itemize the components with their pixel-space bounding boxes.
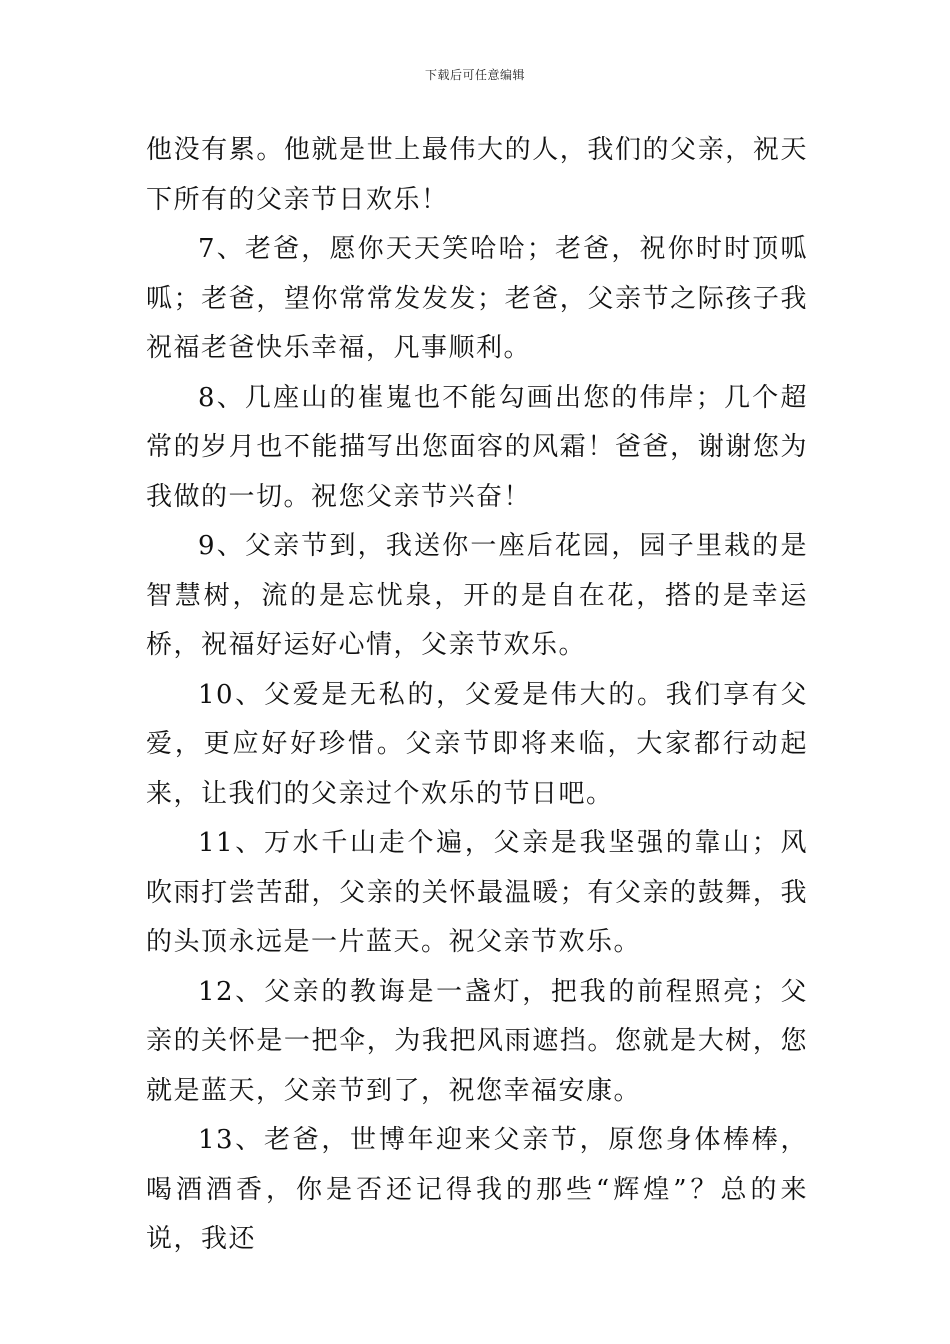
paragraph-item-13: 13、老爸，世博年迎来父亲节，原您身体棒棒，喝酒酒香，你是否还记得我的那些“辉煌”？总的来说，我还 (146, 1125, 808, 1254)
paragraph-item-11: 11、万水千山走个遍，父亲是我坚强的靠山；风吹雨打尝苦甜，父亲的关怀最温暖；有父亲的鼓舞，我的头顶永远是一片蓝天。祝父亲节欢乐。 (146, 828, 808, 957)
document-body (146, 126, 808, 1265)
paragraph-continuation: 他没有累。他就是世上最伟大的人，我们的父亲，祝天下所有的父亲节日欢乐！ (146, 135, 808, 215)
header-note: 下载后可任意编辑 (424, 68, 525, 82)
paragraph-item-9: 9、父亲节到，我送你一座后花园，园子里栽的是智慧树，流的是忘忧泉，开的是自在花，搭的是幸运桥，祝福好运好心情，父亲节欢乐。 (146, 531, 808, 660)
paragraph-item-7: 7、老爸，愿你天天笑哈哈；老爸，祝你时时顶呱呱；老爸，望你常常发发发；老爸，父亲节之际孩子我祝福老爸快乐幸福，凡事顺利。 (146, 234, 808, 363)
paragraph-item-10: 10、父爱是无私的，父爱是伟大的。我们享有父爱，更应好好珍惜。父亲节即将来临，大家都行动起来，让我们的父亲过个欢乐的节日吧。 (146, 679, 808, 809)
paragraph-item-12: 12、父亲的教诲是一盏灯，把我的前程照亮；父亲的关怀是一把伞，为我把风雨遮挡。您就是大树，您就是蓝天，父亲节到了，祝您幸福安康。 (146, 976, 808, 1106)
paragraph-item-8: 8、几座山的崔嵬也不能勾画出您的伟岸；几个超常的岁月也不能描写出您面容的风霜！爸爸，谢谢您为我做的一切。祝您父亲节兴奋！ (146, 382, 808, 512)
